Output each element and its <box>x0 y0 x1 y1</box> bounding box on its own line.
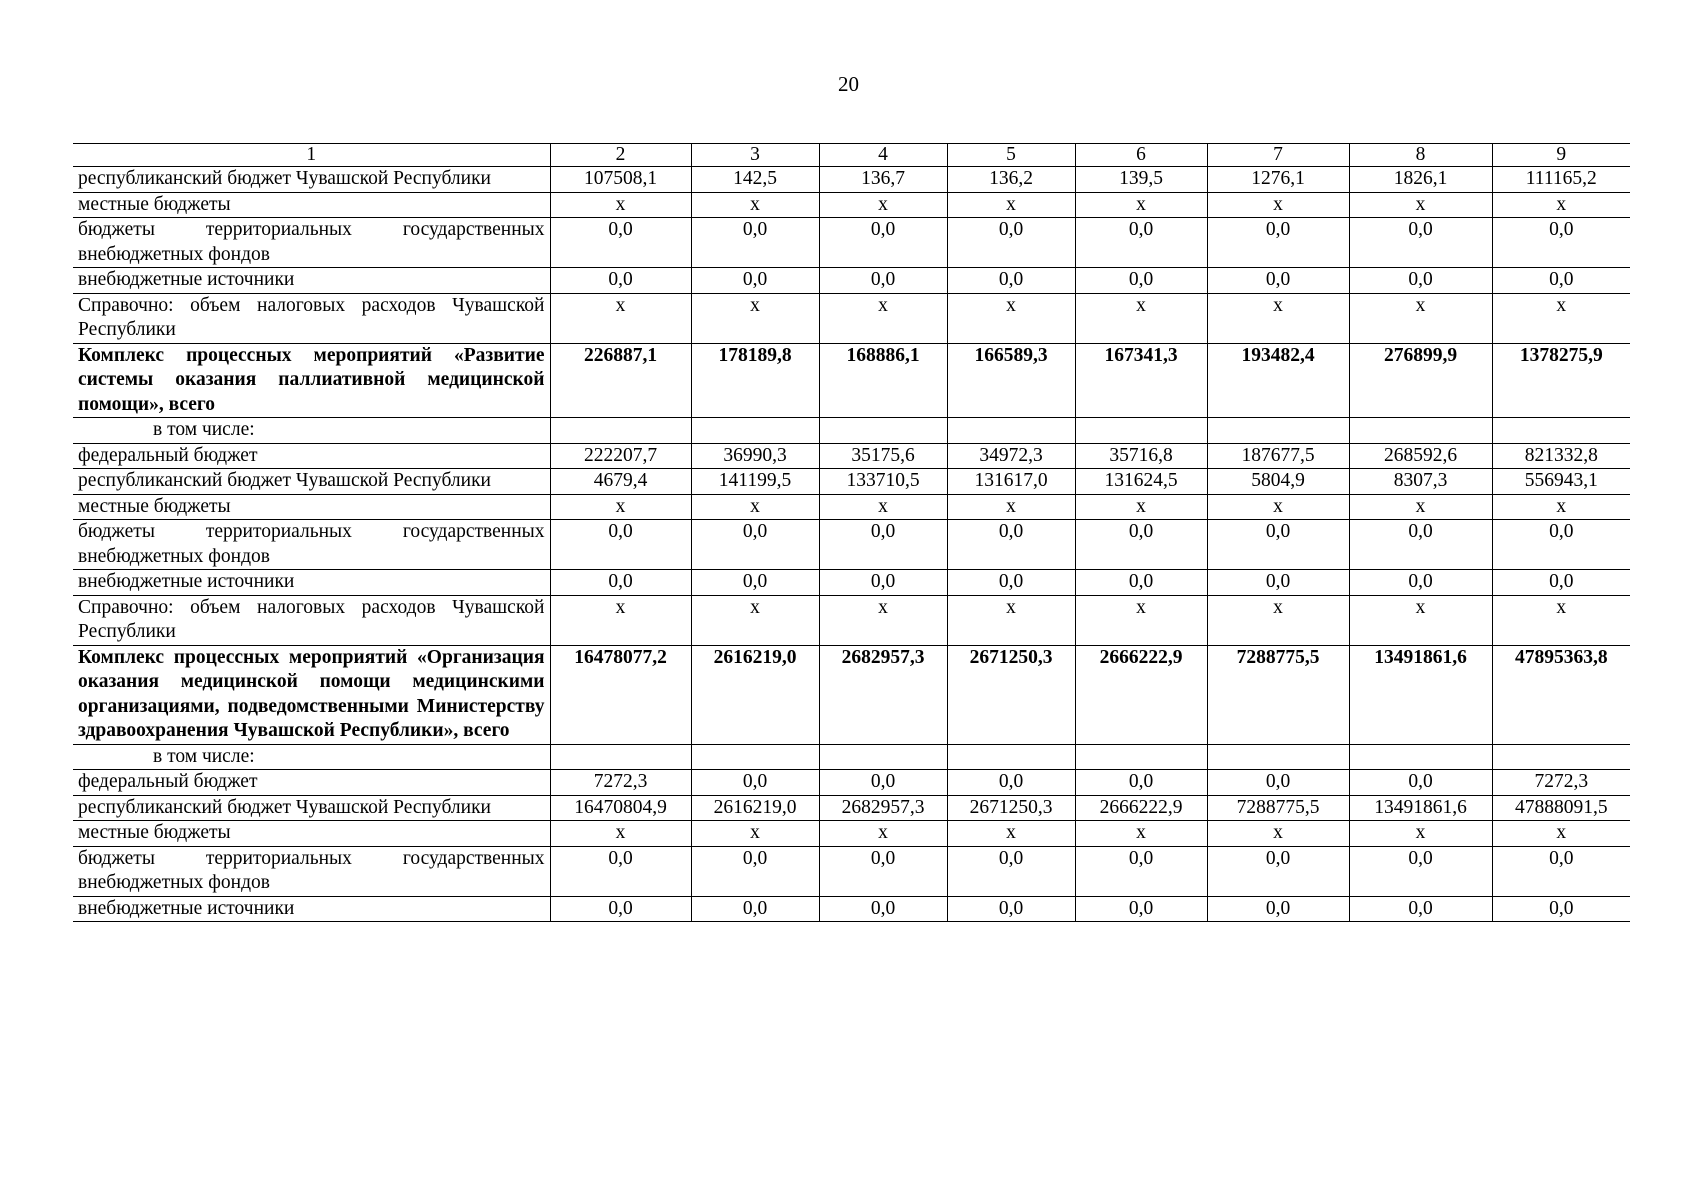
table-row <box>73 570 1630 596</box>
row-value: 0,0 <box>819 520 947 570</box>
row-value: х <box>1075 494 1207 520</box>
row-value: 142,5 <box>691 167 819 193</box>
row-label: Справочно: объем налоговых расходов Чувашской Республики <box>73 595 550 645</box>
row-value: 0,0 <box>1207 770 1349 796</box>
row-value: 0,0 <box>691 770 819 796</box>
row-label: бюджеты территориальных государственных внебюджетных фондов <box>73 218 550 268</box>
column-header: 1 <box>73 144 550 167</box>
row-value: 0,0 <box>1207 896 1349 922</box>
row-value: 0,0 <box>1075 218 1207 268</box>
row-value: 5804,9 <box>1207 469 1349 495</box>
row-label: федеральный бюджет <box>73 443 550 469</box>
table-row <box>73 846 1630 896</box>
row-value: х <box>947 293 1075 343</box>
row-value: 0,0 <box>819 846 947 896</box>
row-value: 0,0 <box>550 218 691 268</box>
table-row <box>73 268 1630 294</box>
column-header: 8 <box>1349 144 1492 167</box>
row-value: 0,0 <box>1207 570 1349 596</box>
row-value: 2671250,3 <box>947 645 1075 744</box>
row-value: х <box>691 192 819 218</box>
row-value: 2682957,3 <box>819 795 947 821</box>
row-value: 0,0 <box>550 268 691 294</box>
row-value: 0,0 <box>819 770 947 796</box>
row-label: республиканский бюджет Чувашской Республики <box>73 469 550 495</box>
row-value: 2666222,9 <box>1075 645 1207 744</box>
row-value <box>691 744 819 770</box>
row-value: 2616219,0 <box>691 645 819 744</box>
row-value: 0,0 <box>1075 520 1207 570</box>
row-value: 2616219,0 <box>691 795 819 821</box>
table-row <box>73 645 1630 744</box>
budget-table <box>73 143 1630 922</box>
row-value: х <box>550 192 691 218</box>
row-value: 0,0 <box>947 520 1075 570</box>
row-value: 8307,3 <box>1349 469 1492 495</box>
row-value: 0,0 <box>1075 570 1207 596</box>
row-value <box>947 418 1075 444</box>
table-row <box>73 218 1630 268</box>
row-value: х <box>1349 595 1492 645</box>
row-value: х <box>819 192 947 218</box>
row-value: 0,0 <box>1492 218 1630 268</box>
row-value: 0,0 <box>947 268 1075 294</box>
page-number: 20 <box>838 72 859 96</box>
row-value: х <box>1207 494 1349 520</box>
row-value: 0,0 <box>947 770 1075 796</box>
row-value <box>819 418 947 444</box>
row-label: в том числе: <box>73 418 550 444</box>
row-value: 107508,1 <box>550 167 691 193</box>
row-value: 821332,8 <box>1492 443 1630 469</box>
row-value: 167341,3 <box>1075 343 1207 418</box>
row-value: 556943,1 <box>1492 469 1630 495</box>
row-value: х <box>1492 293 1630 343</box>
row-value <box>1075 418 1207 444</box>
row-value: х <box>1492 595 1630 645</box>
row-value: х <box>947 595 1075 645</box>
row-value: 0,0 <box>1349 520 1492 570</box>
row-value: 0,0 <box>947 846 1075 896</box>
row-value: х <box>1075 192 1207 218</box>
table-row <box>73 293 1630 343</box>
row-value: 0,0 <box>947 896 1075 922</box>
row-label: Комплекс процессных мероприятий «Развитие системы оказания паллиативной медицинской помощи», всего <box>73 343 550 418</box>
row-value: х <box>691 494 819 520</box>
table-row <box>73 821 1630 847</box>
row-value: 2682957,3 <box>819 645 947 744</box>
row-value: х <box>691 293 819 343</box>
row-value: 36990,3 <box>691 443 819 469</box>
row-value: 0,0 <box>819 218 947 268</box>
row-value: 16470804,9 <box>550 795 691 821</box>
row-value: 0,0 <box>1492 570 1630 596</box>
row-value: х <box>819 595 947 645</box>
row-label: местные бюджеты <box>73 821 550 847</box>
row-value: 13491861,6 <box>1349 795 1492 821</box>
column-header: 6 <box>1075 144 1207 167</box>
row-value <box>1349 418 1492 444</box>
row-value: 0,0 <box>1492 846 1630 896</box>
table-row <box>73 167 1630 193</box>
table-row <box>73 770 1630 796</box>
row-value: х <box>1492 821 1630 847</box>
row-value: х <box>1492 192 1630 218</box>
row-value: 7288775,5 <box>1207 795 1349 821</box>
column-header: 2 <box>550 144 691 167</box>
row-value: 0,0 <box>691 218 819 268</box>
row-value: 7272,3 <box>550 770 691 796</box>
row-value: х <box>1349 293 1492 343</box>
row-value: 0,0 <box>1207 846 1349 896</box>
row-value: 0,0 <box>1207 268 1349 294</box>
row-value <box>947 744 1075 770</box>
row-value: 0,0 <box>691 268 819 294</box>
row-value: х <box>550 293 691 343</box>
row-value: 1826,1 <box>1349 167 1492 193</box>
row-value: 168886,1 <box>819 343 947 418</box>
row-value: 222207,7 <box>550 443 691 469</box>
column-header: 7 <box>1207 144 1349 167</box>
row-value <box>1349 744 1492 770</box>
row-value: 0,0 <box>947 570 1075 596</box>
row-value: 166589,3 <box>947 343 1075 418</box>
row-value: 47888091,5 <box>1492 795 1630 821</box>
row-value: 7272,3 <box>1492 770 1630 796</box>
table-row <box>73 795 1630 821</box>
column-header: 4 <box>819 144 947 167</box>
row-value: х <box>1075 595 1207 645</box>
row-value: х <box>550 595 691 645</box>
row-value: 0,0 <box>1349 570 1492 596</box>
row-value <box>550 418 691 444</box>
row-value: 35175,6 <box>819 443 947 469</box>
row-value: 0,0 <box>1349 896 1492 922</box>
row-value: х <box>819 293 947 343</box>
row-value: 0,0 <box>1075 846 1207 896</box>
table-row <box>73 595 1630 645</box>
row-value: 7288775,5 <box>1207 645 1349 744</box>
row-label: внебюджетные источники <box>73 570 550 596</box>
row-value: 0,0 <box>691 570 819 596</box>
column-header: 5 <box>947 144 1075 167</box>
row-value: 111165,2 <box>1492 167 1630 193</box>
row-value: 226887,1 <box>550 343 691 418</box>
row-value: 0,0 <box>550 520 691 570</box>
row-value: 0,0 <box>1075 268 1207 294</box>
row-label: федеральный бюджет <box>73 770 550 796</box>
row-label: внебюджетные источники <box>73 268 550 294</box>
row-value: 0,0 <box>819 896 947 922</box>
row-value: 34972,3 <box>947 443 1075 469</box>
column-header: 3 <box>691 144 819 167</box>
row-value: х <box>819 821 947 847</box>
row-value: 47895363,8 <box>1492 645 1630 744</box>
row-value <box>1075 744 1207 770</box>
row-value: х <box>1349 821 1492 847</box>
row-value <box>691 418 819 444</box>
table-row <box>73 469 1630 495</box>
row-value: 0,0 <box>1492 268 1630 294</box>
table-row <box>73 520 1630 570</box>
row-value: 276899,9 <box>1349 343 1492 418</box>
row-value: 0,0 <box>819 570 947 596</box>
row-value: 193482,4 <box>1207 343 1349 418</box>
row-label: Справочно: объем налоговых расходов Чувашской Республики <box>73 293 550 343</box>
row-value: 178189,8 <box>691 343 819 418</box>
row-value: 0,0 <box>1349 770 1492 796</box>
column-number-row <box>73 144 1630 167</box>
row-value: х <box>1075 821 1207 847</box>
row-value: х <box>1207 821 1349 847</box>
row-value: 0,0 <box>1075 770 1207 796</box>
row-value: 187677,5 <box>1207 443 1349 469</box>
row-value: х <box>550 821 691 847</box>
row-label: республиканский бюджет Чувашской Республики <box>73 795 550 821</box>
row-value <box>1207 744 1349 770</box>
row-value: 0,0 <box>947 218 1075 268</box>
row-value: 0,0 <box>691 896 819 922</box>
table-row <box>73 443 1630 469</box>
row-value <box>1492 744 1630 770</box>
row-label: местные бюджеты <box>73 192 550 218</box>
row-value: 131617,0 <box>947 469 1075 495</box>
row-value: х <box>1207 595 1349 645</box>
row-value: 0,0 <box>550 896 691 922</box>
row-value: х <box>1349 494 1492 520</box>
table-row <box>73 343 1630 418</box>
row-value: 0,0 <box>1207 520 1349 570</box>
column-header: 9 <box>1492 144 1630 167</box>
row-value: х <box>1492 494 1630 520</box>
row-value: 35716,8 <box>1075 443 1207 469</box>
row-value: х <box>947 821 1075 847</box>
row-label: местные бюджеты <box>73 494 550 520</box>
table-row <box>73 494 1630 520</box>
row-value: 4679,4 <box>550 469 691 495</box>
row-value <box>1492 418 1630 444</box>
row-value: 139,5 <box>1075 167 1207 193</box>
row-value: 0,0 <box>691 520 819 570</box>
row-value: 0,0 <box>691 846 819 896</box>
row-value <box>819 744 947 770</box>
row-value: 0,0 <box>819 268 947 294</box>
row-value: 0,0 <box>1349 218 1492 268</box>
row-value: 0,0 <box>1492 520 1630 570</box>
row-value: 0,0 <box>1349 846 1492 896</box>
row-value: х <box>1349 192 1492 218</box>
row-value: 141199,5 <box>691 469 819 495</box>
row-value: х <box>947 494 1075 520</box>
row-value: х <box>819 494 947 520</box>
row-value: 136,7 <box>819 167 947 193</box>
row-label: в том числе: <box>73 744 550 770</box>
row-value: 0,0 <box>550 570 691 596</box>
row-label: внебюджетные источники <box>73 896 550 922</box>
table-row <box>73 896 1630 922</box>
row-label: бюджеты территориальных государственных внебюджетных фондов <box>73 520 550 570</box>
row-value: 131624,5 <box>1075 469 1207 495</box>
row-value: 0,0 <box>1349 268 1492 294</box>
row-value: х <box>1075 293 1207 343</box>
row-value <box>550 744 691 770</box>
row-value: 0,0 <box>550 846 691 896</box>
row-value: 0,0 <box>1075 896 1207 922</box>
row-label: бюджеты территориальных государственных внебюджетных фондов <box>73 846 550 896</box>
table-row <box>73 418 1630 444</box>
table-row <box>73 192 1630 218</box>
row-value: х <box>691 595 819 645</box>
row-value: 268592,6 <box>1349 443 1492 469</box>
row-value: 16478077,2 <box>550 645 691 744</box>
table-row <box>73 744 1630 770</box>
row-value: 2671250,3 <box>947 795 1075 821</box>
row-value: х <box>550 494 691 520</box>
row-value: 1276,1 <box>1207 167 1349 193</box>
row-value: х <box>1207 192 1349 218</box>
row-value: х <box>947 192 1075 218</box>
row-value: 2666222,9 <box>1075 795 1207 821</box>
budget-table-body <box>73 144 1630 922</box>
row-label: республиканский бюджет Чувашской Республики <box>73 167 550 193</box>
row-value: 0,0 <box>1207 218 1349 268</box>
row-value: х <box>1207 293 1349 343</box>
row-value <box>1207 418 1349 444</box>
row-value: 0,0 <box>1492 896 1630 922</box>
row-value: 133710,5 <box>819 469 947 495</box>
row-value: 1378275,9 <box>1492 343 1630 418</box>
row-value: х <box>691 821 819 847</box>
row-value: 136,2 <box>947 167 1075 193</box>
row-value: 13491861,6 <box>1349 645 1492 744</box>
row-label: Комплекс процессных мероприятий «Организация оказания медицинской помощи медицинскими организациями, подведомственными Министерству здравоохранения Чувашской Республики», всего <box>73 645 550 744</box>
